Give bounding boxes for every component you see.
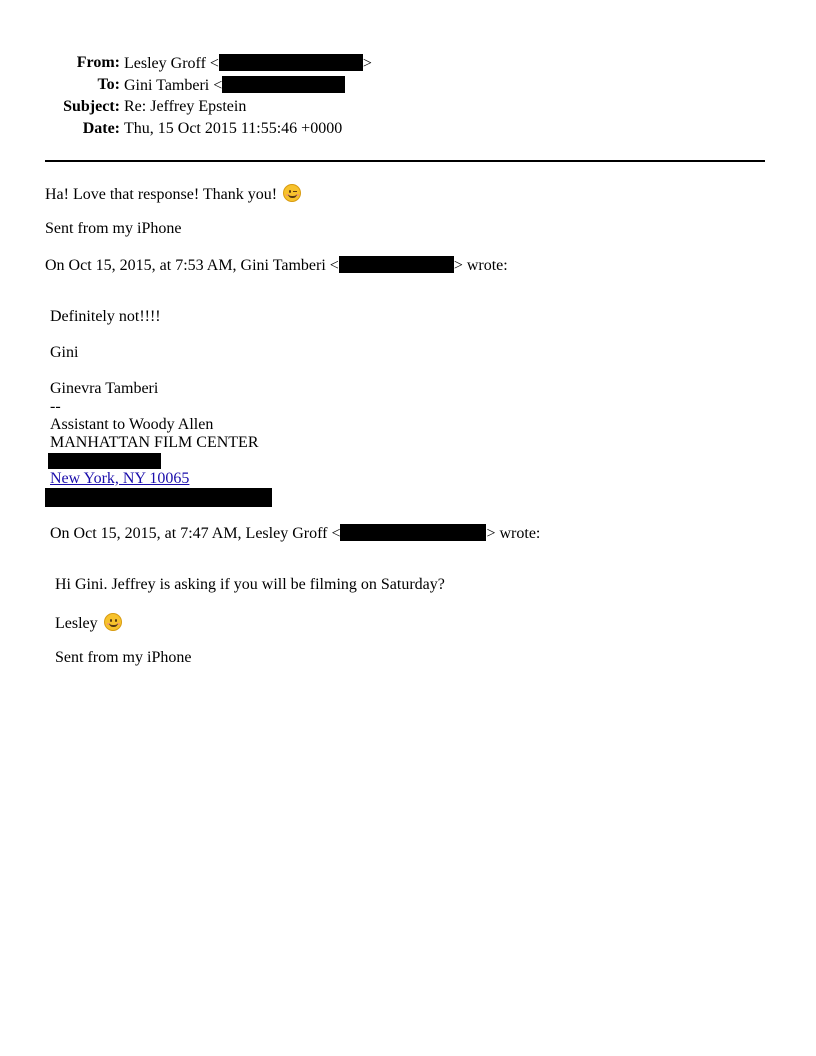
subject-label: Subject:	[63, 98, 120, 115]
redacted-address	[48, 453, 161, 469]
from-label: From:	[76, 54, 120, 71]
redacted-email	[222, 76, 345, 93]
smiling-face-icon	[104, 613, 122, 631]
to-name: Gini Tamberi <	[124, 77, 223, 94]
quote-intro-1	[45, 256, 508, 275]
redacted-email	[219, 54, 363, 71]
quoted1-sign-full: Ginevra Tamberi	[50, 380, 159, 397]
quoted1-address	[50, 470, 189, 488]
winking-face-icon	[283, 184, 301, 202]
to-value	[124, 76, 345, 95]
redacted-contact	[45, 488, 272, 507]
from-suffix: >	[362, 55, 372, 72]
address-link[interactable]: New York, NY 10065	[50, 470, 190, 487]
quoted2-sign	[55, 613, 122, 633]
quoted1-body: Definitely not!!!!	[50, 308, 161, 325]
quoted2-body: Hi Gini. Jeffrey is asking if you will be filming on Saturday?	[55, 576, 445, 593]
from-name: Lesley Groff <	[124, 55, 219, 72]
from-value	[124, 54, 372, 73]
quoted2-signature: Sent from my iPhone	[55, 649, 192, 666]
subject-value: Re: Jeffrey Epstein	[124, 98, 247, 115]
reply-signature: Sent from my iPhone	[45, 220, 182, 237]
quote-intro-suffix: > wrote:	[453, 257, 508, 274]
quoted1-sign-company: MANHATTAN FILM CENTER	[50, 434, 259, 451]
quote-intro-text: On Oct 15, 2015, at 7:53 AM, Gini Tamberi <	[45, 257, 339, 274]
quoted1-sign-short: Gini	[50, 344, 79, 361]
quoted1-sign-title: Assistant to Woody Allen	[50, 416, 214, 433]
quote-intro-text: On Oct 15, 2015, at 7:47 AM, Lesley Groff <	[50, 525, 341, 542]
reply-body-text: Ha! Love that response! Thank you!	[45, 186, 278, 203]
header-divider	[45, 160, 765, 162]
quoted2-sign-name: Lesley	[55, 615, 98, 632]
redacted-email	[339, 256, 454, 273]
to-label: To:	[97, 76, 120, 93]
redacted-email	[340, 524, 486, 541]
date-label: Date:	[82, 120, 120, 137]
quote-intro-2	[50, 524, 540, 543]
date-value: Thu, 15 Oct 2015 11:55:46 +0000	[124, 120, 343, 137]
reply-body	[45, 184, 301, 204]
quote-intro-suffix: > wrote:	[486, 525, 541, 542]
quoted1-sign-dash: --	[50, 398, 61, 415]
